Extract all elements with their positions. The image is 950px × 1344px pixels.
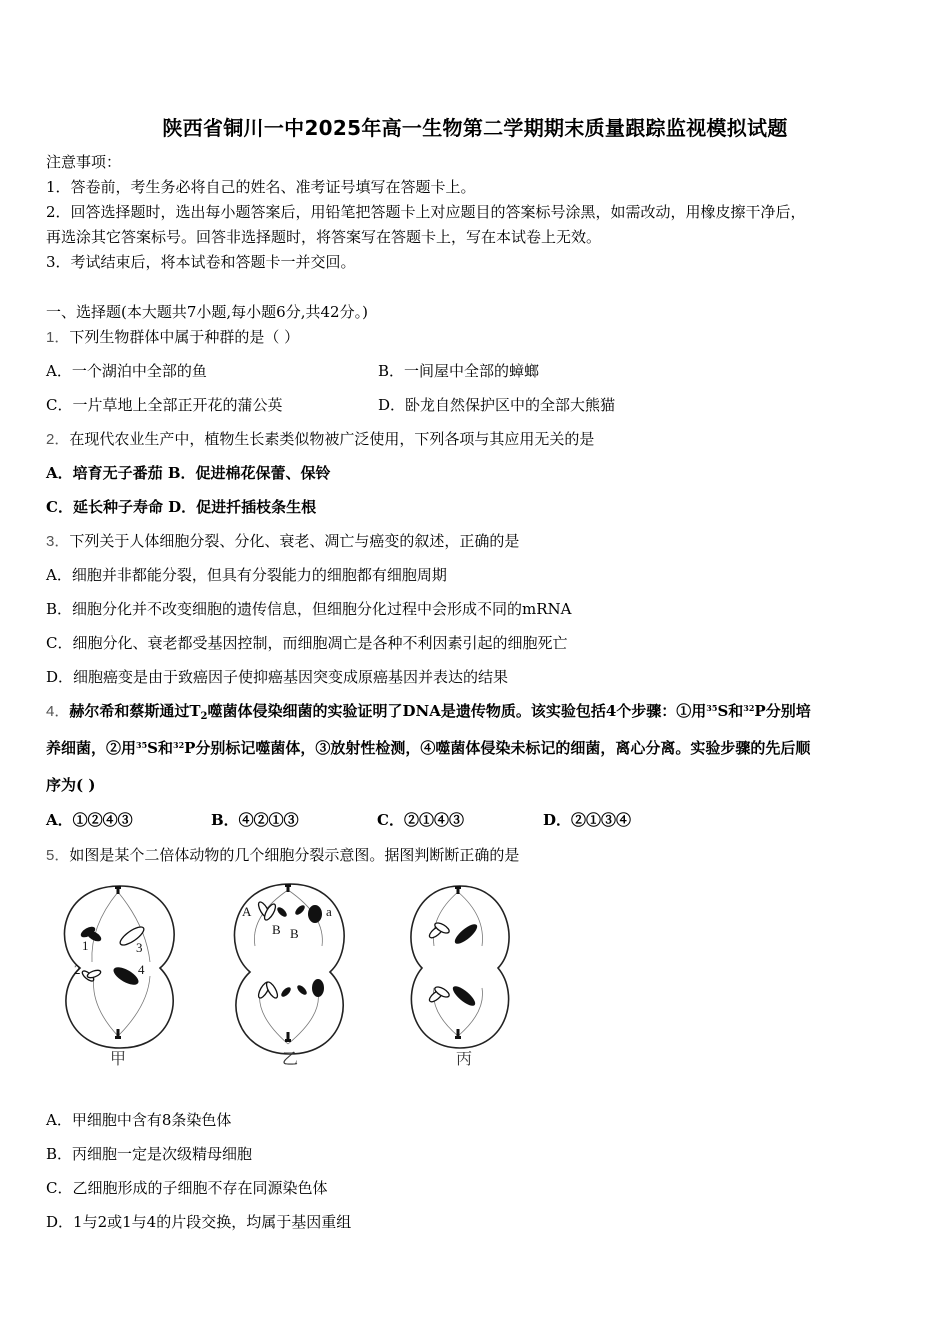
q1-number: 1． bbox=[46, 329, 70, 346]
q3-option-d: D．细胞癌变是由于致癌因子使抑癌基因突变成原癌基因并表达的结果 bbox=[46, 668, 509, 686]
q5-option-d: D．1与2或1与4的片段交换，均属于基因重组 bbox=[46, 1213, 352, 1231]
notes-heading: 注意事项： bbox=[46, 153, 122, 171]
q3-number: 3． bbox=[46, 533, 70, 550]
chrom-label-4: 4 bbox=[138, 962, 145, 977]
note-1: 1．答卷前，考生务必将自己的姓名、准考证号填写在答题卡上。 bbox=[46, 178, 476, 196]
page-title: 陕西省铜川一中2025年高一生物第二学期期末质量跟踪监视模拟试题 bbox=[162, 116, 788, 140]
q4-stem-line3: 序为( ) bbox=[46, 776, 96, 794]
q1-option-d: D．卧龙自然保护区中的全部大熊猫 bbox=[378, 396, 616, 414]
gene-label-A: A bbox=[242, 904, 252, 919]
q5-number: 5． bbox=[46, 847, 70, 864]
q2-number: 2． bbox=[46, 431, 70, 448]
q4-option-d: D．②①③④ bbox=[543, 811, 632, 829]
cell-jia-outline bbox=[65, 886, 175, 1048]
q4-option-b: B．④②①③ bbox=[211, 811, 299, 829]
cell-division-figure bbox=[50, 876, 530, 1076]
q4-option-a: A．①②④③ bbox=[46, 811, 133, 829]
note-2a: 2．回答选择题时，选出每小题答案后，用铅笔把答题卡上对应题目的答案标号涂黑，如需改动，用橡皮擦干净后， bbox=[46, 203, 806, 221]
q3-option-c: C．细胞分化、衰老都受基因控制，而细胞凋亡是各种不利因素引起的细胞死亡 bbox=[46, 634, 568, 652]
note-3: 3．考试结束后，将本试卷和答题卡一并交回。 bbox=[46, 253, 356, 271]
section-heading: 一、选择题(本大题共7小题,每小题6分,共42分。) bbox=[46, 303, 368, 321]
q1-option-a: A．一个湖泊中全部的鱼 bbox=[46, 362, 207, 380]
q1-option-b: B．一间屋中全部的蟑螂 bbox=[378, 362, 540, 380]
chrom-label-3: 3 bbox=[136, 940, 143, 955]
q5-stem: 5．如图是某个二倍体动物的几个细胞分裂示意图。据图判断断正确的是 bbox=[46, 846, 520, 864]
gene-label-a: a bbox=[326, 904, 332, 919]
cell-bing-outline bbox=[411, 886, 509, 1048]
spindle-fibers bbox=[92, 890, 483, 1044]
q5-option-c: C．乙细胞形成的子细胞不存在同源染色体 bbox=[46, 1179, 328, 1197]
gene-label-B2: B bbox=[290, 926, 299, 941]
cell-label-yi: 乙 bbox=[282, 1049, 299, 1068]
chromosomes-bing bbox=[428, 921, 480, 1009]
q2-stem: 2．在现代农业生产中，植物生长素类似物被广泛使用，下列各项与其应用无关的是 bbox=[46, 430, 595, 448]
gene-label-B1: B bbox=[272, 922, 281, 937]
q3-option-b: B．细胞分化并不改变细胞的遗传信息，但细胞分化过程中会形成不同的mRNA bbox=[46, 600, 572, 618]
q5-option-a: A．甲细胞中含有8条染色体 bbox=[46, 1111, 232, 1129]
q4-stem-line2: 养细菌，②用$^{35}$S和$^{32}$P分别标记噬菌体，③放射性检测，④噬菌体侵染未标记的细菌，离心分离。实验步骤的先后顺 bbox=[46, 739, 811, 757]
q2-options-cd: C．延长种子寿命 D．促进扦插枝条生根 bbox=[46, 498, 317, 516]
chrom-label-2: 2 bbox=[74, 962, 81, 977]
q1-option-c: C．一片草地上全部正开花的蒲公英 bbox=[46, 396, 283, 414]
chrom-label-1: 1 bbox=[82, 938, 89, 953]
q2-options-ab: A．培育无子番茄 B．促进棉花保蕾、保铃 bbox=[46, 464, 331, 482]
cell-label-bing: 丙 bbox=[456, 1049, 473, 1068]
q4-stem-line1: 4．赫尔希和蔡斯通过$T_2$噬菌体侵染细菌的实验证明了DNA是遗传物质。该实验包括4个步骤：①用$^{35}$S和$^{32}$P分别培 bbox=[46, 702, 811, 722]
chromosomes-jia bbox=[79, 924, 146, 988]
note-2b: 再选涂其它答案标号。回答非选择题时，将答案写在答题卡上，写在本试卷上无效。 bbox=[46, 228, 602, 246]
q4-option-c: C．②①④③ bbox=[377, 811, 464, 829]
q3-option-a: A．细胞并非都能分裂，但具有分裂能力的细胞都有细胞周期 bbox=[46, 566, 447, 584]
q3-stem: 3．下列关于人体细胞分裂、分化、衰老、凋亡与癌变的叙述，正确的是 bbox=[46, 532, 520, 550]
cell-label-jia: 甲 bbox=[110, 1049, 127, 1068]
q4-number: 4． bbox=[46, 703, 70, 720]
q5-option-b: B．丙细胞一定是次级精母细胞 bbox=[46, 1145, 253, 1163]
chromosomes-yi bbox=[256, 900, 324, 999]
q1-stem: 1．下列生物群体中属于种群的是（ ） bbox=[46, 328, 300, 346]
